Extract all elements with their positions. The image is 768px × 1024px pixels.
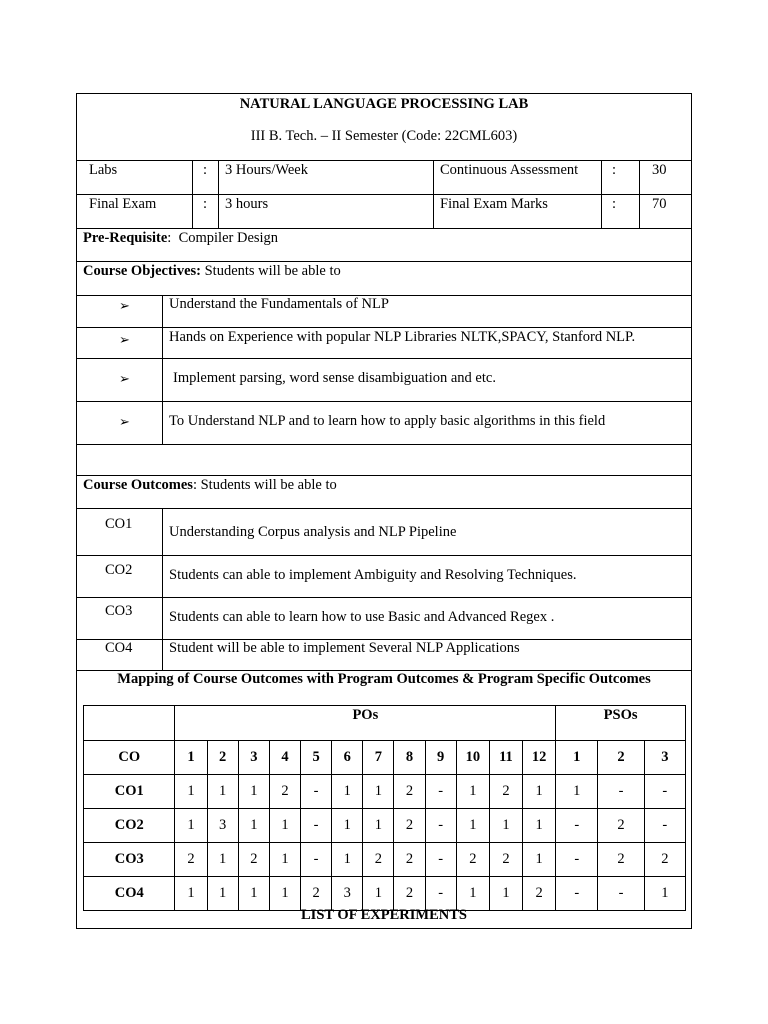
outcome-code: CO4	[105, 640, 133, 656]
objective-text: Hands on Experience with popular NLP Libraries NLTK,SPACY, Stanford NLP.	[169, 329, 636, 345]
objective-item	[77, 359, 691, 402]
table-cell: -	[556, 809, 598, 843]
info-separator2: :	[612, 196, 617, 212]
table-cell: 1	[332, 775, 363, 809]
outcome-text: Students can able to implement Ambiguity and Resolving Techniques.	[169, 567, 577, 583]
table-cell: 1	[456, 775, 489, 809]
course-title: NATURAL LANGUAGE PROCESSING LAB	[239, 96, 529, 112]
info-row-final-exam	[77, 195, 691, 229]
mapping-table-wrap	[77, 705, 691, 910]
table-cell: 2	[269, 775, 300, 809]
header-cell: 3	[644, 741, 685, 775]
outcome-code: CO1	[105, 516, 133, 532]
info-value: 3 Hours/Week	[225, 162, 308, 178]
table-cell: -	[556, 877, 598, 911]
table-row	[84, 775, 686, 809]
arrow-bullet-icon: ➢	[119, 332, 130, 347]
header-cell: 4	[269, 741, 300, 775]
header-cell: 2	[598, 741, 644, 775]
prerequisite-colon: :	[167, 230, 172, 246]
table-cell: 3	[332, 877, 363, 911]
header-cell: 10	[456, 741, 489, 775]
table-row	[84, 809, 686, 843]
table-cell: 2	[394, 775, 425, 809]
pos-header: POs	[175, 706, 556, 741]
table-cell: 2	[238, 843, 269, 877]
experiments-heading-row	[77, 907, 691, 928]
table-cell: 2	[523, 877, 556, 911]
outcomes-intro: : Students will be able to	[192, 477, 337, 493]
table-cell: 1	[523, 809, 556, 843]
objective-text: To Understand NLP and to learn how to apply basic algorithms in this field	[169, 413, 606, 429]
table-cell: -	[425, 843, 456, 877]
table-row	[84, 843, 686, 877]
mapping-title: Mapping of Course Outcomes with Program Outcomes & Program Specific Outcomes	[117, 671, 651, 687]
table-cell: 1	[489, 809, 522, 843]
table-cell: 1	[207, 843, 238, 877]
table-cell: -	[598, 775, 644, 809]
course-subtitle: III B. Tech. – II Semester (Code: 22CML603)	[250, 128, 518, 144]
info-value2: 30	[652, 162, 667, 178]
header-cell: 3	[238, 741, 269, 775]
info-label: Labs	[89, 162, 118, 178]
table-cell: 1	[456, 809, 489, 843]
header-cell: 5	[301, 741, 332, 775]
header-cell: 9	[425, 741, 456, 775]
header-cell: 7	[363, 741, 394, 775]
table-cell: 2	[644, 843, 685, 877]
table-cell: -	[425, 877, 456, 911]
header-cell: CO	[84, 741, 175, 775]
table-cell: 2	[489, 843, 522, 877]
table-cell: 1	[269, 809, 300, 843]
objective-text: Understand the Fundamentals of NLP	[169, 296, 389, 312]
table-cell: 1	[207, 877, 238, 911]
objective-text: Implement parsing, word sense disambiguation and etc.	[173, 370, 496, 386]
table-row	[84, 877, 686, 911]
objective-item	[77, 402, 691, 445]
experiments-heading: LIST OF EXPERIMENTS	[301, 907, 467, 923]
outcome-text: Students can able to learn how to use Basic and Advanced Regex .	[169, 609, 555, 625]
mapping-column-header	[84, 741, 686, 775]
table-cell: 1	[332, 809, 363, 843]
outcome-item	[77, 598, 691, 640]
table-cell: 2	[175, 843, 207, 877]
table-cell: 1	[175, 809, 207, 843]
table-cell: 1	[489, 877, 522, 911]
arrow-bullet-icon: ➢	[119, 371, 130, 386]
outcomes-heading: Course Outcomes	[83, 477, 193, 493]
table-cell: 1	[556, 775, 598, 809]
header-cell: 2	[207, 741, 238, 775]
outcome-item	[77, 556, 691, 598]
table-cell: 1	[456, 877, 489, 911]
info-value2: 70	[652, 196, 667, 212]
table-cell: 1	[238, 809, 269, 843]
mapping-table	[83, 705, 686, 911]
table-cell: 1	[207, 775, 238, 809]
objective-item	[77, 296, 691, 328]
outcome-item	[77, 640, 691, 671]
header-cell: 11	[489, 741, 522, 775]
table-cell: 2	[394, 809, 425, 843]
table-cell: 1	[363, 775, 394, 809]
outcome-text: Student will be able to implement Several NLP Applications	[169, 640, 520, 656]
table-cell: -	[301, 843, 332, 877]
row-label: CO2	[84, 809, 175, 843]
objectives-heading: Course Objectives:	[83, 263, 201, 279]
title-block	[77, 94, 691, 161]
table-cell: -	[644, 809, 685, 843]
prerequisite-value: Compiler Design	[178, 230, 279, 246]
info-label2: Final Exam Marks	[440, 196, 548, 212]
header-cell: 8	[394, 741, 425, 775]
table-cell: 1	[269, 877, 300, 911]
table-cell: 1	[523, 843, 556, 877]
row-label: CO4	[84, 877, 175, 911]
table-cell: 1	[363, 809, 394, 843]
objective-item	[77, 328, 691, 359]
table-cell: -	[425, 775, 456, 809]
header-cell: 1	[556, 741, 598, 775]
course-document	[76, 93, 692, 929]
info-row-labs	[77, 161, 691, 195]
table-cell: 1	[644, 877, 685, 911]
table-cell: 1	[175, 775, 207, 809]
table-cell: 1	[269, 843, 300, 877]
table-cell: 1	[363, 877, 394, 911]
header-cell: 6	[332, 741, 363, 775]
table-cell: 1	[238, 877, 269, 911]
table-cell: 2	[394, 877, 425, 911]
info-separator: :	[203, 162, 208, 178]
table-cell: -	[598, 877, 644, 911]
arrow-bullet-icon: ➢	[119, 298, 130, 313]
table-cell: -	[301, 809, 332, 843]
table-cell: 2	[363, 843, 394, 877]
mapping-group-header	[84, 706, 686, 741]
outcome-item	[77, 509, 691, 556]
row-label: CO3	[84, 843, 175, 877]
prerequisite-row	[77, 229, 691, 262]
psos-header: PSOs	[556, 706, 686, 741]
info-value: 3 hours	[225, 196, 269, 212]
table-cell: 2	[456, 843, 489, 877]
table-cell: 2	[489, 775, 522, 809]
info-separator2: :	[612, 162, 617, 178]
table-cell: -	[301, 775, 332, 809]
info-label2: Continuous Assessment	[440, 162, 579, 178]
prerequisite-label: Pre-Requisite	[83, 230, 168, 246]
spacer-row	[77, 445, 691, 476]
table-cell: 1	[332, 843, 363, 877]
outcome-code: CO3	[105, 603, 133, 619]
info-label: Final Exam	[89, 196, 157, 212]
table-cell: 2	[394, 843, 425, 877]
objectives-heading-row	[77, 262, 691, 296]
outcome-text: Understanding Corpus analysis and NLP Pipeline	[169, 524, 457, 540]
arrow-bullet-icon: ➢	[119, 414, 130, 429]
info-separator: :	[203, 196, 208, 212]
table-cell: 2	[598, 843, 644, 877]
table-cell: -	[644, 775, 685, 809]
row-label: CO1	[84, 775, 175, 809]
table-cell: 1	[175, 877, 207, 911]
table-cell: 1	[238, 775, 269, 809]
table-cell: 2	[301, 877, 332, 911]
outcomes-heading-row	[77, 476, 691, 509]
outcome-code: CO2	[105, 562, 133, 578]
objectives-intro: Students will be able to	[204, 263, 341, 279]
mapping-title-row	[77, 671, 691, 705]
table-cell: -	[556, 843, 598, 877]
header-cell: 12	[523, 741, 556, 775]
table-cell: 1	[523, 775, 556, 809]
table-cell: 2	[598, 809, 644, 843]
table-cell: -	[425, 809, 456, 843]
table-cell: 3	[207, 809, 238, 843]
header-cell: 1	[175, 741, 207, 775]
